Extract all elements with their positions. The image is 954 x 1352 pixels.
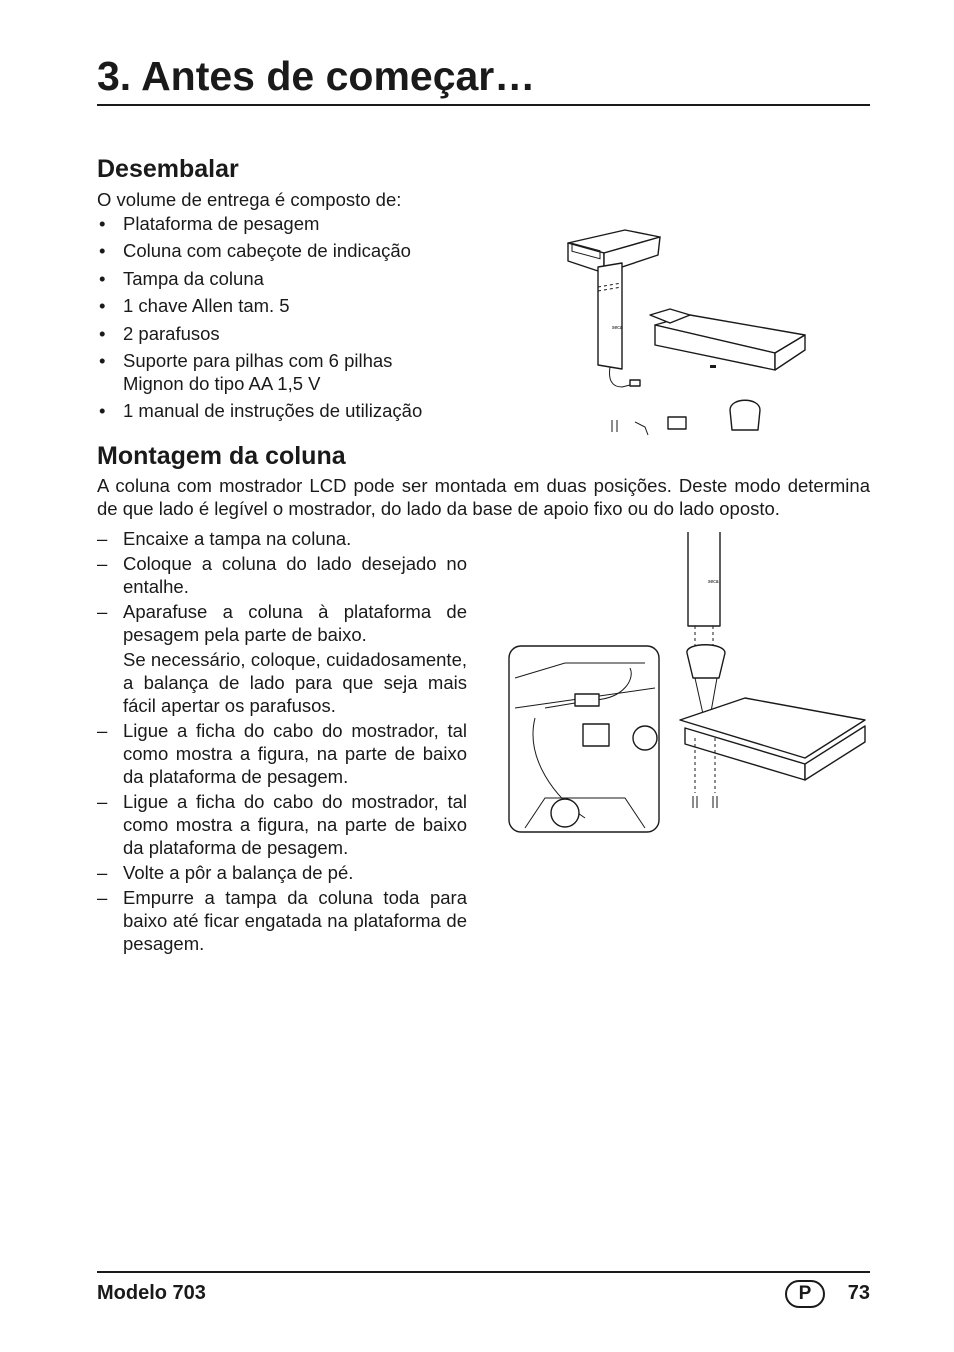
screws bbox=[693, 796, 717, 808]
list-item bbox=[97, 322, 497, 345]
step-mark: – bbox=[97, 862, 108, 883]
list-item-text: 2 parafusos bbox=[123, 322, 220, 344]
step-mark: – bbox=[97, 720, 108, 741]
list-item bbox=[97, 239, 497, 262]
list-item bbox=[97, 527, 467, 550]
inset-plug bbox=[575, 694, 599, 706]
column-cover bbox=[687, 645, 725, 678]
step-text: Volte a pôr a balança de pé. bbox=[123, 862, 354, 883]
column-logo: seca bbox=[612, 325, 623, 331]
contents-list bbox=[97, 212, 497, 427]
inset-ring bbox=[551, 799, 579, 827]
list-item-text: Coluna com cabeçote de indicação bbox=[123, 240, 411, 262]
list-item-text: 1 chave Allen tam. 5 bbox=[123, 295, 290, 317]
step-text: Encaixe a tampa na coluna. bbox=[123, 528, 352, 549]
list-item bbox=[97, 790, 467, 859]
chapter-title: 3. Antes de começar… bbox=[97, 53, 536, 99]
list-item bbox=[97, 267, 497, 290]
list-item-text: Plataforma de pesagem bbox=[123, 213, 320, 234]
step-mark: – bbox=[97, 601, 108, 622]
assembly-steps bbox=[97, 527, 467, 957]
assembly-heading: Montagem da coluna bbox=[97, 442, 346, 470]
allen-key bbox=[635, 422, 648, 435]
chapter-rule bbox=[97, 104, 870, 106]
inset-socket bbox=[583, 724, 609, 746]
bullet-mark: • bbox=[99, 295, 106, 317]
column-logo: seca bbox=[708, 579, 719, 585]
step-text: Aparafuse a coluna à plataforma de pesagem pela parte de baixo. bbox=[123, 601, 467, 645]
step-text: Empurre a tampa da coluna toda para baixo até ficar engatada na plataforma de pesagem. bbox=[123, 887, 467, 954]
column-cover bbox=[730, 400, 760, 430]
list-item bbox=[97, 294, 497, 317]
column-body bbox=[598, 263, 622, 369]
list-item-text: Suporte para pilhas com 6 pilhas Mignon do tipo AA 1,5 V bbox=[123, 349, 393, 394]
list-item bbox=[97, 719, 467, 788]
cable-plug bbox=[630, 380, 640, 386]
inset-foot bbox=[633, 726, 657, 750]
list-item bbox=[97, 600, 467, 717]
bullet-mark: • bbox=[99, 400, 106, 422]
step-text: Ligue a ficha do cabo do mostrador, tal como mostra a figura, na parte de baixo da plataforma de pesagem. bbox=[123, 791, 467, 858]
step-text: Coloque a coluna do lado desejado no entalhe. bbox=[123, 553, 467, 597]
unpacking-heading: Desembalar bbox=[97, 155, 239, 183]
list-item-text: 1 manual de instruções de utilização bbox=[123, 400, 423, 422]
delivery-contents-figure bbox=[560, 225, 820, 440]
step-note: Se necessário, coloque, cuidadosamente, a balança de lado para que seja mais fácil apertar os parafusos. bbox=[123, 649, 467, 716]
step-mark: – bbox=[97, 791, 108, 812]
bullet-mark: • bbox=[99, 349, 106, 371]
bullet-mark: • bbox=[99, 213, 106, 234]
battery-holder bbox=[668, 417, 686, 429]
list-item bbox=[97, 552, 467, 598]
page-number: 73 bbox=[847, 1282, 870, 1304]
list-item bbox=[97, 349, 423, 395]
footer-rule bbox=[97, 1271, 870, 1273]
platform-foot bbox=[710, 365, 716, 368]
list-item bbox=[97, 886, 467, 955]
bullet-mark: • bbox=[99, 322, 106, 344]
screws bbox=[612, 420, 617, 432]
language-badge: P bbox=[785, 1280, 825, 1308]
list-item bbox=[97, 212, 497, 235]
bullet-mark: • bbox=[99, 240, 106, 262]
step-mark: – bbox=[97, 553, 108, 574]
unpacking-intro: O volume de entrega é composto de: bbox=[97, 189, 402, 210]
list-item bbox=[97, 399, 497, 422]
step-mark: – bbox=[97, 887, 108, 908]
footer-model: Modelo 703 bbox=[97, 1282, 206, 1304]
step-text: Ligue a ficha do cabo do mostrador, tal como mostra a figura, na parte de baixo da plataforma de pesagem. bbox=[123, 720, 467, 787]
list-item bbox=[97, 861, 467, 884]
step-mark: – bbox=[97, 528, 108, 549]
list-item-text: Tampa da coluna bbox=[123, 267, 264, 289]
assembly-paragraph: A coluna com mostrador LCD pode ser montada em duas posições. Deste modo determina de que lado é legível o mostrador, do lado da base de apoio fixo ou do lado oposto. bbox=[97, 475, 870, 519]
bullet-mark: • bbox=[99, 267, 106, 289]
column-cable bbox=[610, 367, 631, 387]
column-assembly-figure bbox=[505, 528, 875, 838]
